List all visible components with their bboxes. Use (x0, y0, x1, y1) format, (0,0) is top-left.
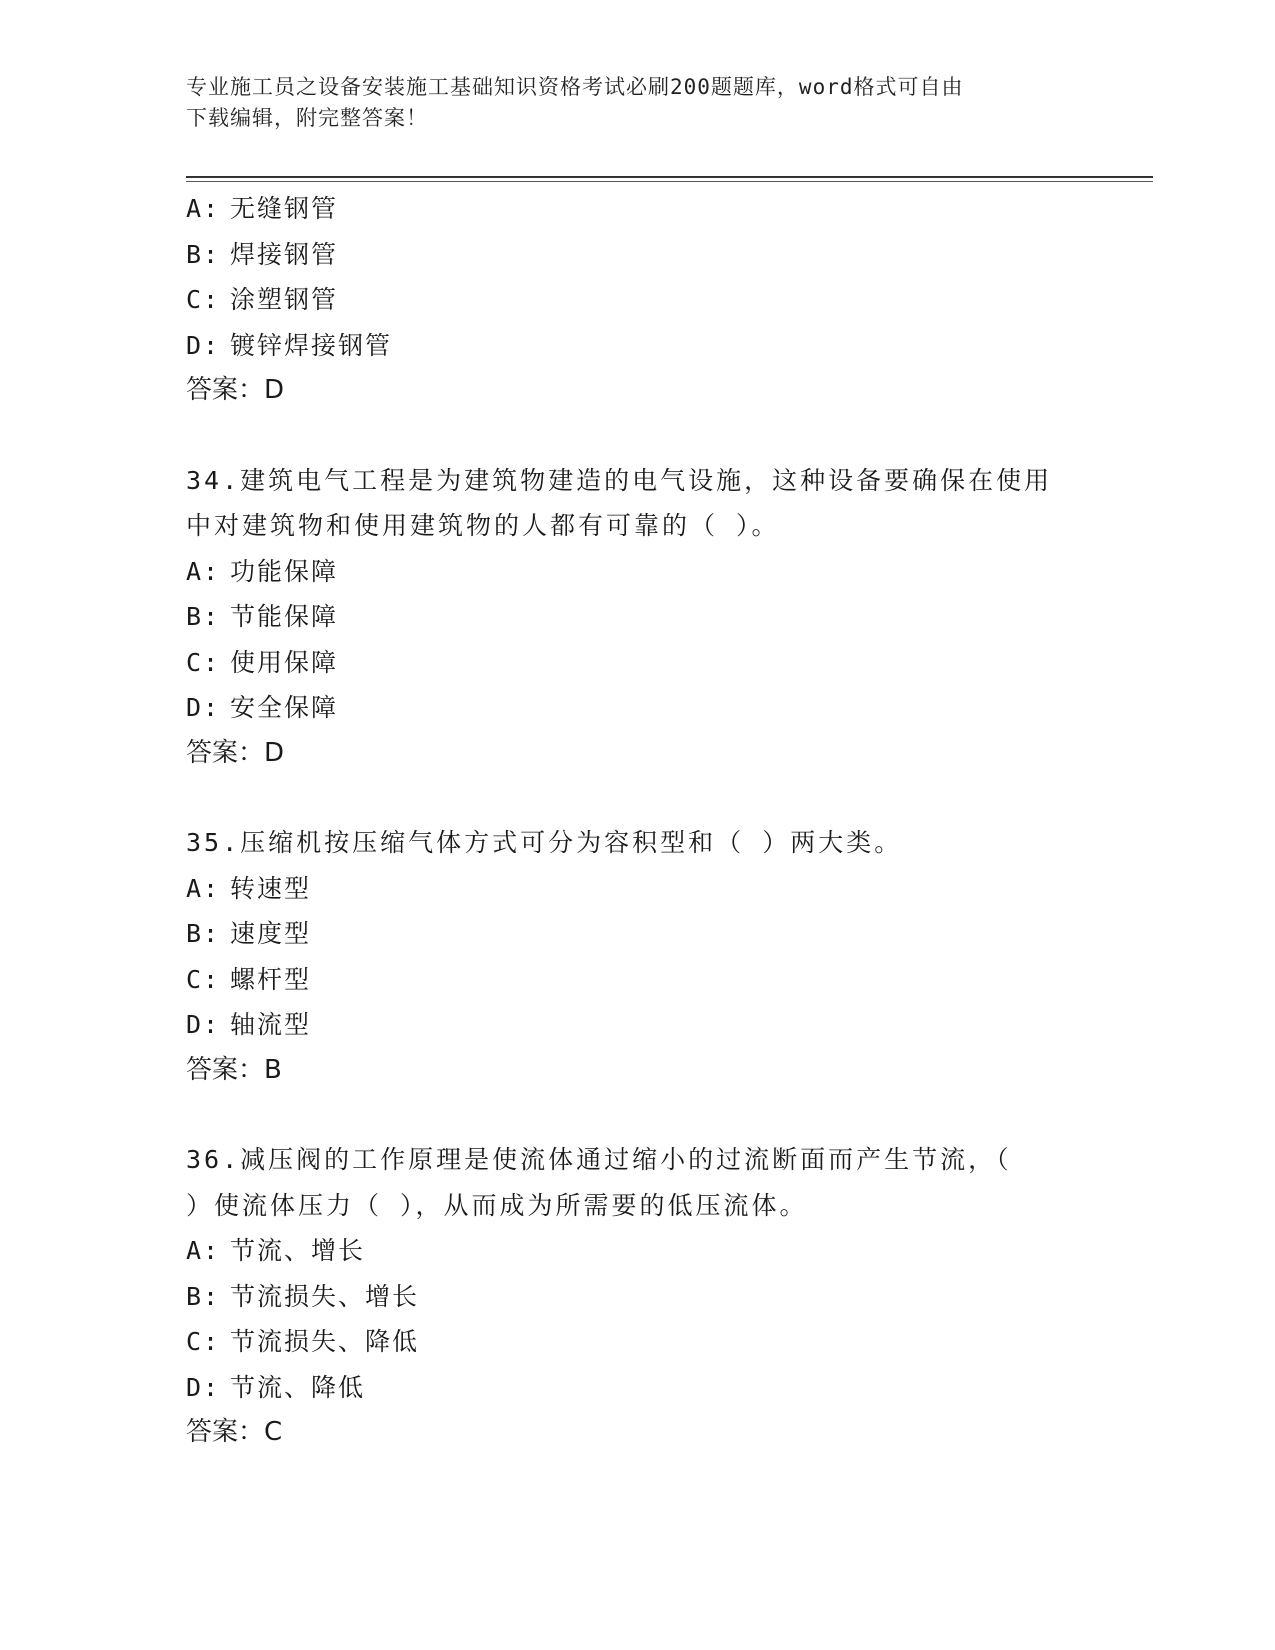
option-c: C: 节流损失、降低 (186, 1327, 420, 1356)
option-text: 转速型 (230, 873, 312, 903)
option-text: 节流、增长 (230, 1236, 366, 1265)
answer: 答案：D (186, 375, 285, 405)
answer: 答案：C (186, 1417, 283, 1447)
option-b: B: 节流损失、增长 (186, 1281, 420, 1311)
option-a: A: 无缝钢管 (186, 194, 339, 223)
document-header (186, 72, 1066, 134)
option-text: 节流损失、增长 (230, 1281, 420, 1311)
option-text: 节流损失、降低 (230, 1327, 420, 1356)
option-text: 节流、降低 (230, 1372, 366, 1402)
question-list (186, 186, 1106, 1456)
header-title-line-1: 专业施工员之设备安装施工基础知识资格考试必刷200题题库，word格式可自由 (186, 75, 964, 99)
question-stem (186, 458, 1106, 549)
question-stem-line-1: 34.建筑电气工程是为建筑物建造的电气设施，这种设备要确保在使用 (186, 465, 1053, 495)
answer: 答案：D (186, 737, 285, 768)
question-stem-line-2: 中对建筑物和使用建筑物的人都有可靠的（ ）。 (186, 511, 780, 540)
option-text: 无缝钢管 (230, 194, 339, 223)
option-text: 镀锌焊接钢管 (230, 330, 393, 360)
option-text: 速度型 (230, 919, 312, 948)
option-d: D: 节流、降低 (186, 1372, 366, 1402)
option-text: 使用保障 (230, 647, 339, 677)
option-text: 安全保障 (230, 693, 339, 722)
option-a: A: 转速型 (186, 873, 312, 903)
option-d: D: 镀锌焊接钢管 (186, 330, 393, 360)
question-36 (186, 1137, 1106, 1456)
option-d: D: 安全保障 (186, 693, 339, 722)
header-divider-thick (186, 176, 1153, 178)
question-stem-line-2: ）使流体压力（ ），从而成为所需要的低压流体。 (186, 1190, 808, 1220)
option-text: 功能保障 (230, 556, 339, 586)
option-b: B: 速度型 (186, 919, 312, 948)
option-c: C: 螺杆型 (186, 964, 312, 994)
answer: 答案：B (186, 1054, 282, 1085)
option-a: A: 功能保障 (186, 556, 339, 586)
option-b: B: 节能保障 (186, 602, 339, 631)
option-d: D: 轴流型 (186, 1010, 312, 1039)
option-a: A: 节流、增长 (186, 1236, 366, 1265)
question-35 (186, 820, 1106, 1093)
question-stem (186, 820, 1106, 866)
option-c: C: 使用保障 (186, 647, 339, 677)
option-text: 轴流型 (230, 1010, 312, 1039)
question-stem-line-1: 36.减压阀的工作原理是使流体通过缩小的过流断面而产生节流，（ (186, 1145, 1012, 1174)
option-text: 螺杆型 (230, 964, 312, 994)
question-33 (186, 186, 1106, 414)
question-34 (186, 458, 1106, 777)
header-divider-thin (186, 181, 1153, 182)
option-text: 节能保障 (230, 602, 339, 631)
option-b: B: 焊接钢管 (186, 239, 339, 269)
question-stem (186, 1137, 1106, 1228)
option-text: 涂塑钢管 (230, 285, 339, 314)
question-stem-line-1: 35.压缩机按压缩气体方式可分为容积型和（ ）两大类。 (186, 828, 903, 857)
option-c: C: 涂塑钢管 (186, 285, 339, 314)
header-title-line-2: 下载编辑，附完整答案！ (186, 106, 428, 130)
option-text: 焊接钢管 (230, 239, 339, 269)
